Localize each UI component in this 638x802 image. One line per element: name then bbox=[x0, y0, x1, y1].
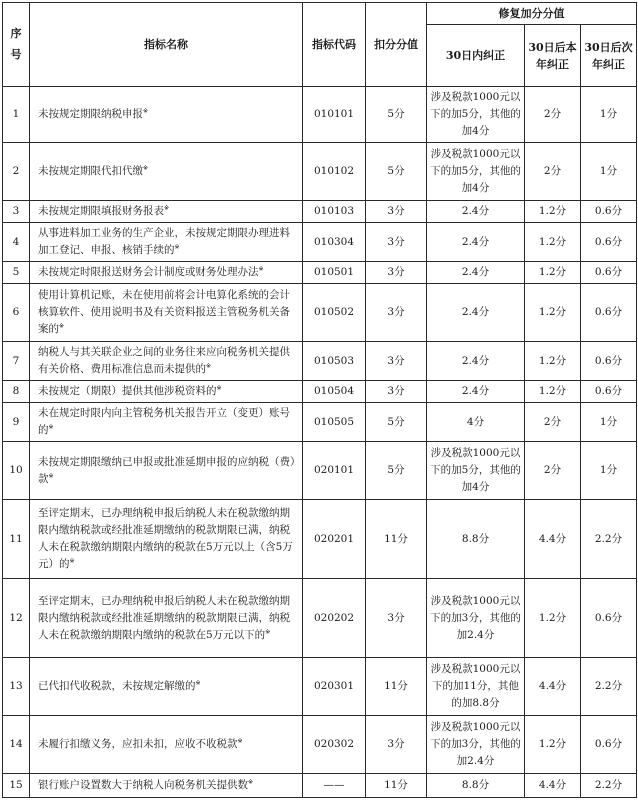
cell-name bbox=[30, 716, 303, 774]
cell-within-30-days bbox=[427, 223, 525, 262]
cell-deduct bbox=[366, 143, 427, 201]
cell-after-30-next-year bbox=[581, 143, 637, 201]
cell-name bbox=[30, 500, 303, 579]
cell-within-30-days-text: 2.4分 bbox=[461, 354, 490, 367]
footnote-mark: ※ bbox=[174, 243, 180, 251]
cell-name-text: 未按规定期限纳税申报 bbox=[38, 108, 143, 121]
cell-within-30-days-text: 8.8分 bbox=[461, 779, 490, 792]
cell-within-30-days-text: 2.4分 bbox=[461, 235, 490, 248]
cell-seq-text: 13 bbox=[9, 680, 23, 693]
cell-within-30-days bbox=[427, 262, 525, 284]
cell-code-text: 010504 bbox=[313, 385, 355, 398]
cell-deduct bbox=[366, 442, 427, 500]
table-row bbox=[3, 223, 637, 262]
cell-deduct-text: 3分 bbox=[387, 235, 405, 248]
cell-seq bbox=[3, 143, 30, 201]
cell-within-30-days-text: 2.4分 bbox=[461, 385, 490, 398]
cell-code-text: 010103 bbox=[313, 205, 355, 218]
cell-after-30-this-year-text: 4.4分 bbox=[538, 532, 567, 545]
cell-deduct bbox=[366, 342, 427, 381]
cell-within-30-days bbox=[427, 716, 525, 774]
table-body bbox=[3, 87, 637, 798]
footnote-mark: ※ bbox=[206, 362, 212, 370]
cell-name bbox=[30, 381, 303, 403]
cell-after-30-this-year bbox=[525, 284, 581, 342]
footnote-mark: ※ bbox=[143, 107, 149, 115]
footnote-mark: ※ bbox=[48, 472, 54, 480]
cell-after-30-this-year bbox=[525, 223, 581, 262]
header-deduct: 扣分分值 bbox=[366, 3, 427, 87]
cell-deduct bbox=[366, 774, 427, 798]
footnote-mark: ※ bbox=[237, 737, 243, 745]
cell-seq bbox=[3, 381, 30, 403]
cell-name-text: 至评定期末，已办理纳税申报后纳税人未在税款缴纳期限内缴纳税款或经批准延期缴纳的税款期限已满，纳税人未在税款缴纳期限内缴纳的税款在5万元以上（含5万元）的 bbox=[38, 507, 293, 571]
cell-after-30-this-year bbox=[525, 381, 581, 403]
cell-code bbox=[303, 262, 366, 284]
cell-name bbox=[30, 201, 303, 223]
table-row bbox=[3, 774, 637, 798]
cell-within-30-days bbox=[427, 143, 525, 201]
cell-code-text: 010304 bbox=[313, 235, 355, 248]
cell-after-30-this-year bbox=[525, 579, 581, 658]
cell-after-30-this-year-text: 1.2分 bbox=[538, 266, 567, 279]
cell-seq-text: 14 bbox=[9, 738, 23, 751]
cell-after-30-next-year-text: 0.6分 bbox=[594, 306, 623, 319]
cell-within-30-days bbox=[427, 442, 525, 500]
cell-deduct-text: 11分 bbox=[384, 779, 408, 792]
cell-deduct bbox=[366, 87, 427, 143]
cell-after-30-this-year-text: 1.2分 bbox=[538, 611, 567, 624]
cell-name-text: 未按规定期限填报财务报表 bbox=[38, 205, 164, 218]
cell-within-30-days bbox=[427, 87, 525, 143]
table-row bbox=[3, 143, 637, 201]
cell-name bbox=[30, 579, 303, 658]
scoring-table bbox=[2, 2, 637, 798]
cell-seq-text: 15 bbox=[9, 779, 23, 792]
cell-deduct-text: 3分 bbox=[387, 738, 405, 751]
cell-deduct-text: 3分 bbox=[387, 205, 405, 218]
footnote-mark: ※ bbox=[258, 265, 264, 273]
cell-after-30-this-year-text: 1.2分 bbox=[538, 354, 567, 367]
cell-after-30-this-year bbox=[525, 342, 581, 381]
cell-code bbox=[303, 201, 366, 223]
cell-after-30-this-year-text: 2分 bbox=[543, 464, 562, 477]
cell-within-30-days-text: 涉及税款1000元以下的加5分，其他的加4分 bbox=[430, 91, 521, 138]
cell-within-30-days-text: 涉及税款1000元以下的加3分，其他的加2.4分 bbox=[430, 721, 521, 768]
table-row bbox=[3, 579, 637, 658]
cell-within-30-days bbox=[427, 658, 525, 716]
cell-after-30-next-year-text: 1分 bbox=[599, 108, 618, 121]
cell-seq bbox=[3, 201, 30, 223]
header-after-30-next-year: 30日后次年纠正 bbox=[581, 25, 637, 87]
cell-after-30-next-year bbox=[581, 342, 637, 381]
cell-deduct bbox=[366, 201, 427, 223]
table-row bbox=[3, 381, 637, 403]
cell-after-30-this-year-text: 1.2分 bbox=[538, 235, 567, 248]
cell-deduct bbox=[366, 716, 427, 774]
cell-after-30-this-year bbox=[525, 201, 581, 223]
cell-seq-text: 8 bbox=[12, 385, 20, 398]
cell-code bbox=[303, 658, 366, 716]
cell-code bbox=[303, 716, 366, 774]
cell-deduct-text: 5分 bbox=[387, 415, 405, 428]
cell-code bbox=[303, 87, 366, 143]
cell-name bbox=[30, 262, 303, 284]
cell-deduct bbox=[366, 500, 427, 579]
cell-name-text: 未按规定（期限）提供其他涉税资料的 bbox=[38, 385, 217, 398]
cell-code-text: 010505 bbox=[313, 415, 355, 428]
cell-code-text: 020201 bbox=[313, 532, 355, 545]
cell-deduct-text: 5分 bbox=[387, 464, 405, 477]
header-after-30-this-year: 30日后本年纠正 bbox=[525, 25, 581, 87]
cell-deduct-text: 5分 bbox=[387, 108, 405, 121]
cell-after-30-next-year bbox=[581, 381, 637, 403]
cell-code bbox=[303, 223, 366, 262]
cell-after-30-next-year-text: 1分 bbox=[599, 464, 618, 477]
cell-name bbox=[30, 223, 303, 262]
cell-seq-text: 12 bbox=[9, 611, 23, 624]
cell-name-text: 从事进料加工业务的生产企业，未按规定期限办理进料加工登记、申报、核销手续的 bbox=[38, 227, 290, 257]
cell-after-30-this-year bbox=[525, 262, 581, 284]
cell-code-text: 020302 bbox=[313, 738, 355, 751]
cell-after-30-this-year bbox=[525, 87, 581, 143]
cell-within-30-days-text: 涉及税款1000元以下的加5分，其他的加4分 bbox=[430, 447, 521, 494]
table-row bbox=[3, 716, 637, 774]
cell-after-30-this-year-text: 2分 bbox=[543, 165, 562, 178]
cell-name-text: 至评定期末，已办理纳税申报后纳税人未在税款缴纳期限内缴纳税款或经批准延期缴纳的税款期限已满，纳税人未在税款缴纳期限内缴纳的税款在5万元以下的 bbox=[38, 594, 290, 641]
cell-seq-text: 10 bbox=[9, 464, 23, 477]
cell-after-30-next-year-text: 2.2分 bbox=[594, 532, 623, 545]
cell-seq-text: 2 bbox=[12, 165, 20, 178]
cell-within-30-days-text: 涉及税款1000元以下的加11分，其他的加8.8分 bbox=[430, 663, 521, 710]
cell-code-text: 020202 bbox=[313, 611, 355, 624]
cell-name-text: 未在规定时限内向主管税务机关报告开立（变更）账号的 bbox=[38, 407, 290, 437]
table-row bbox=[3, 284, 637, 342]
cell-after-30-this-year bbox=[525, 403, 581, 442]
cell-within-30-days-text: 涉及税款1000元以下的加3分，其他的加2.4分 bbox=[430, 594, 521, 641]
cell-code bbox=[303, 284, 366, 342]
footnote-mark: ※ bbox=[69, 557, 75, 565]
cell-deduct bbox=[366, 579, 427, 658]
cell-name bbox=[30, 658, 303, 716]
cell-code-text: 010101 bbox=[313, 108, 355, 121]
cell-code-text: 020301 bbox=[313, 680, 355, 693]
cell-seq bbox=[3, 579, 30, 658]
cell-within-30-days bbox=[427, 500, 525, 579]
cell-after-30-this-year bbox=[525, 774, 581, 798]
cell-within-30-days bbox=[427, 579, 525, 658]
cell-after-30-next-year bbox=[581, 579, 637, 658]
cell-code-text: 010102 bbox=[313, 165, 355, 178]
cell-after-30-next-year bbox=[581, 284, 637, 342]
footnote-mark: ※ bbox=[59, 322, 65, 330]
cell-name bbox=[30, 774, 303, 798]
cell-deduct bbox=[366, 262, 427, 284]
cell-after-30-next-year-text: 0.6分 bbox=[594, 354, 623, 367]
cell-deduct bbox=[366, 223, 427, 262]
cell-deduct bbox=[366, 284, 427, 342]
cell-code bbox=[303, 579, 366, 658]
cell-after-30-next-year bbox=[581, 87, 637, 143]
cell-after-30-next-year bbox=[581, 658, 637, 716]
footnote-mark: ※ bbox=[143, 164, 149, 172]
cell-seq-text: 3 bbox=[12, 205, 20, 218]
cell-deduct-text: 3分 bbox=[387, 354, 405, 367]
cell-after-30-this-year bbox=[525, 716, 581, 774]
cell-seq bbox=[3, 262, 30, 284]
cell-seq-text: 9 bbox=[12, 415, 20, 428]
table-row bbox=[3, 87, 637, 143]
table-row bbox=[3, 403, 637, 442]
cell-deduct-text: 5分 bbox=[387, 165, 405, 178]
cell-name bbox=[30, 284, 303, 342]
cell-after-30-next-year bbox=[581, 201, 637, 223]
cell-name-text: 未按规定期限代扣代缴 bbox=[38, 165, 143, 178]
cell-deduct bbox=[366, 658, 427, 716]
cell-after-30-next-year bbox=[581, 442, 637, 500]
cell-seq bbox=[3, 87, 30, 143]
cell-code bbox=[303, 442, 366, 500]
cell-name bbox=[30, 403, 303, 442]
cell-code bbox=[303, 403, 366, 442]
cell-after-30-next-year bbox=[581, 403, 637, 442]
cell-within-30-days-text: 4分 bbox=[466, 415, 485, 428]
cell-code-text: —— bbox=[323, 779, 345, 792]
cell-after-30-next-year-text: 2.2分 bbox=[594, 779, 623, 792]
cell-after-30-next-year bbox=[581, 262, 637, 284]
cell-code-text: 010501 bbox=[313, 266, 355, 279]
cell-deduct-text: 3分 bbox=[387, 611, 405, 624]
cell-seq-text: 11 bbox=[9, 532, 23, 545]
cell-after-30-this-year bbox=[525, 143, 581, 201]
cell-code bbox=[303, 143, 366, 201]
cell-code bbox=[303, 381, 366, 403]
cell-deduct bbox=[366, 381, 427, 403]
cell-code bbox=[303, 774, 366, 798]
cell-deduct-text: 3分 bbox=[387, 385, 405, 398]
cell-within-30-days-text: 8.8分 bbox=[461, 532, 490, 545]
header-repair-group: 修复加分分值 bbox=[427, 3, 637, 25]
cell-after-30-next-year-text: 1分 bbox=[599, 165, 618, 178]
cell-name bbox=[30, 143, 303, 201]
cell-deduct-text: 11分 bbox=[384, 532, 408, 545]
cell-within-30-days-text: 2.4分 bbox=[461, 266, 490, 279]
table-row bbox=[3, 262, 637, 284]
cell-within-30-days bbox=[427, 201, 525, 223]
cell-seq-text: 7 bbox=[12, 354, 20, 367]
cell-name bbox=[30, 442, 303, 500]
cell-after-30-this-year bbox=[525, 500, 581, 579]
cell-seq bbox=[3, 500, 30, 579]
cell-name-text: 已代扣代收税款，未按规定解缴的 bbox=[38, 680, 196, 693]
cell-after-30-next-year bbox=[581, 500, 637, 579]
cell-within-30-days bbox=[427, 381, 525, 403]
cell-seq bbox=[3, 284, 30, 342]
cell-seq bbox=[3, 442, 30, 500]
cell-after-30-this-year bbox=[525, 658, 581, 716]
cell-after-30-this-year-text: 1.2分 bbox=[538, 385, 567, 398]
cell-seq-text: 5 bbox=[12, 266, 20, 279]
header-within-30-days: 30日内纠正 bbox=[427, 25, 525, 87]
footnote-mark: ※ bbox=[48, 423, 54, 431]
cell-after-30-this-year bbox=[525, 442, 581, 500]
table-row bbox=[3, 500, 637, 579]
cell-deduct-text: 11分 bbox=[384, 680, 408, 693]
cell-seq-text: 4 bbox=[12, 235, 20, 248]
header-seq: 序号 bbox=[3, 3, 30, 87]
cell-after-30-this-year-text: 2分 bbox=[543, 415, 562, 428]
cell-after-30-next-year-text: 0.6分 bbox=[594, 385, 623, 398]
cell-seq bbox=[3, 223, 30, 262]
cell-code bbox=[303, 500, 366, 579]
cell-deduct-text: 3分 bbox=[387, 306, 405, 319]
cell-code-text: 010503 bbox=[313, 354, 355, 367]
cell-after-30-next-year bbox=[581, 223, 637, 262]
table-row bbox=[3, 342, 637, 381]
cell-after-30-this-year-text: 2分 bbox=[543, 108, 562, 121]
cell-deduct bbox=[366, 403, 427, 442]
table-row bbox=[3, 658, 637, 716]
cell-name-text: 纳税人与其关联企业之间的业务往来应向税务机关提供有关价格、费用标准信息而未提供的 bbox=[38, 346, 290, 376]
cell-after-30-next-year-text: 0.6分 bbox=[594, 738, 623, 751]
cell-name-text: 银行账户设置数大于纳税人向税务机关提供数 bbox=[38, 779, 248, 792]
cell-after-30-this-year-text: 1.2分 bbox=[538, 205, 567, 218]
table-row bbox=[3, 442, 637, 500]
cell-after-30-next-year-text: 1分 bbox=[599, 415, 618, 428]
cell-after-30-next-year-text: 0.6分 bbox=[594, 611, 623, 624]
header-name: 指标名称 bbox=[30, 3, 303, 87]
cell-seq bbox=[3, 774, 30, 798]
cell-name-text: 未按规定期限缴纳已申报或批准延期申报的应纳税（费）款 bbox=[38, 455, 296, 485]
table-row bbox=[3, 201, 637, 223]
cell-after-30-this-year-text: 4.4分 bbox=[538, 779, 567, 792]
cell-after-30-this-year-text: 1.2分 bbox=[538, 738, 567, 751]
footnote-mark: ※ bbox=[164, 204, 170, 212]
cell-within-30-days-text: 涉及税款1000元以下的加5分，其他的加4分 bbox=[430, 148, 521, 195]
cell-within-30-days bbox=[427, 342, 525, 381]
cell-deduct-text: 3分 bbox=[387, 266, 405, 279]
cell-seq bbox=[3, 658, 30, 716]
cell-name bbox=[30, 342, 303, 381]
cell-after-30-next-year-text: 0.6分 bbox=[594, 266, 623, 279]
cell-code-text: 010502 bbox=[313, 306, 355, 319]
cell-within-30-days bbox=[427, 284, 525, 342]
cell-after-30-next-year bbox=[581, 716, 637, 774]
cell-seq-text: 1 bbox=[12, 108, 20, 121]
cell-name-text: 未履行扣缴义务，应扣未扣，应收不收税款 bbox=[38, 738, 238, 751]
cell-within-30-days-text: 2.4分 bbox=[461, 205, 490, 218]
cell-code-text: 020101 bbox=[313, 464, 355, 477]
cell-name-text: 未按规定时限报送财务会计制度或财务处理办法 bbox=[38, 266, 259, 279]
footnote-mark: ※ bbox=[265, 628, 271, 636]
cell-seq bbox=[3, 342, 30, 381]
cell-within-30-days-text: 2.4分 bbox=[461, 306, 490, 319]
cell-name bbox=[30, 87, 303, 143]
cell-name-text: 使用计算机记账，未在使用前将会计电算化系统的会计核算软件、使用说明书及有关资料报送主管税务机关备案的 bbox=[38, 289, 290, 336]
footnote-mark: ※ bbox=[248, 778, 254, 786]
footnote-mark: ※ bbox=[195, 679, 201, 687]
cell-after-30-next-year-text: 0.6分 bbox=[594, 235, 623, 248]
cell-after-30-this-year-text: 4.4分 bbox=[538, 680, 567, 693]
cell-within-30-days bbox=[427, 774, 525, 798]
cell-after-30-this-year-text: 1.2分 bbox=[538, 306, 567, 319]
cell-code bbox=[303, 342, 366, 381]
cell-after-30-next-year bbox=[581, 774, 637, 798]
cell-seq-text: 6 bbox=[12, 306, 20, 319]
cell-after-30-next-year-text: 0.6分 bbox=[594, 205, 623, 218]
cell-seq bbox=[3, 716, 30, 774]
cell-seq bbox=[3, 403, 30, 442]
cell-after-30-next-year-text: 2.2分 bbox=[594, 680, 623, 693]
cell-within-30-days bbox=[427, 403, 525, 442]
header-code: 指标代码 bbox=[303, 3, 366, 87]
footnote-mark: ※ bbox=[216, 384, 222, 392]
